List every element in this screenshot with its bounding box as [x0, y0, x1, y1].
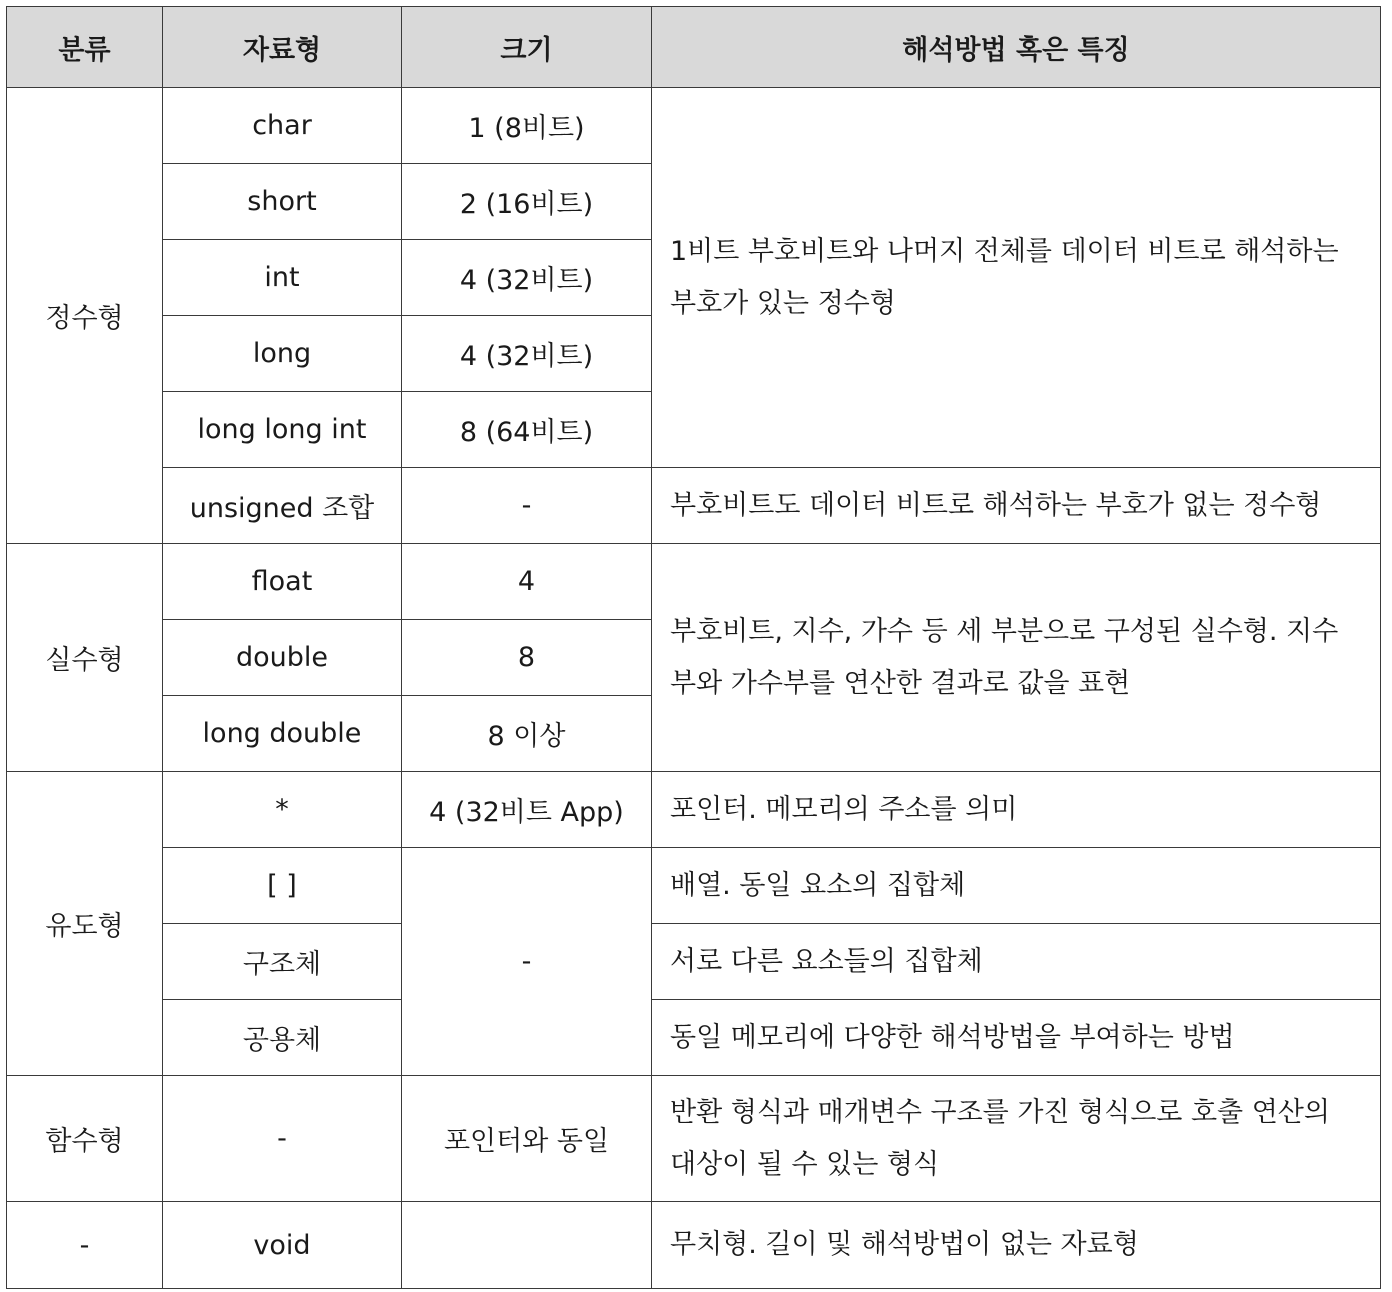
table-row	[7, 1000, 1381, 1076]
table-row	[7, 772, 1381, 848]
table-row	[7, 924, 1381, 1000]
size-cell: 8 이상	[402, 696, 652, 772]
type-cell: -	[163, 1076, 402, 1202]
desc-real: 부호비트, 지수, 가수 등 세 부분으로 구성된 실수형. 지수부와 가수부를 연산한 결과로 값을 표현	[652, 544, 1381, 772]
header-size: 크기	[402, 7, 652, 88]
type-cell: long double	[163, 696, 402, 772]
table-row	[7, 468, 1381, 544]
desc-cell: 부호비트도 데이터 비트로 해석하는 부호가 없는 정수형	[652, 468, 1381, 544]
type-cell: void	[163, 1202, 402, 1289]
size-cell: -	[402, 468, 652, 544]
size-cell: 1 (8비트)	[402, 88, 652, 164]
type-cell: char	[163, 88, 402, 164]
group-integer: 정수형	[7, 88, 163, 544]
header-row	[7, 7, 1381, 88]
size-cell: 8 (64비트)	[402, 392, 652, 468]
size-cell: 2 (16비트)	[402, 164, 652, 240]
desc-cell: 반환 형식과 매개변수 구조를 가진 형식으로 호출 연산의 대상이 될 수 있는 형식	[652, 1076, 1381, 1202]
size-cell: 4 (32비트)	[402, 316, 652, 392]
size-cell: 4	[402, 544, 652, 620]
table-row	[7, 848, 1381, 924]
header-category: 분류	[7, 7, 163, 88]
type-cell: long long int	[163, 392, 402, 468]
type-cell: double	[163, 620, 402, 696]
desc-cell: 포인터. 메모리의 주소를 의미	[652, 772, 1381, 848]
table-row	[7, 1202, 1381, 1289]
type-cell: int	[163, 240, 402, 316]
desc-integer: 1비트 부호비트와 나머지 전체를 데이터 비트로 해석하는 부호가 있는 정수형	[652, 88, 1381, 468]
group-none: -	[7, 1202, 163, 1289]
group-derived: 유도형	[7, 772, 163, 1076]
type-cell: short	[163, 164, 402, 240]
desc-cell: 서로 다른 요소들의 집합체	[652, 924, 1381, 1000]
size-cell: 8	[402, 620, 652, 696]
size-cell: 4 (32비트)	[402, 240, 652, 316]
table-row	[7, 1076, 1381, 1202]
type-cell: 구조체	[163, 924, 402, 1000]
type-cell: float	[163, 544, 402, 620]
size-cell: 4 (32비트 App)	[402, 772, 652, 848]
type-cell: 공용체	[163, 1000, 402, 1076]
desc-cell: 동일 메모리에 다양한 해석방법을 부여하는 방법	[652, 1000, 1381, 1076]
type-cell: long	[163, 316, 402, 392]
size-cell	[402, 1202, 652, 1289]
header-description: 해석방법 혹은 특징	[652, 7, 1381, 88]
header-type: 자료형	[163, 7, 402, 88]
size-cell: 포인터와 동일	[402, 1076, 652, 1202]
group-function: 함수형	[7, 1076, 163, 1202]
type-cell: *	[163, 772, 402, 848]
group-real: 실수형	[7, 544, 163, 772]
desc-cell: 무치형. 길이 및 해석방법이 없는 자료형	[652, 1202, 1381, 1289]
type-cell: [ ]	[163, 848, 402, 924]
type-cell: unsigned 조합	[163, 468, 402, 544]
table-row	[7, 88, 1381, 164]
data-type-table	[6, 6, 1381, 1289]
desc-cell: 배열. 동일 요소의 집합체	[652, 848, 1381, 924]
size-cell: -	[402, 848, 652, 1076]
table-row	[7, 544, 1381, 620]
